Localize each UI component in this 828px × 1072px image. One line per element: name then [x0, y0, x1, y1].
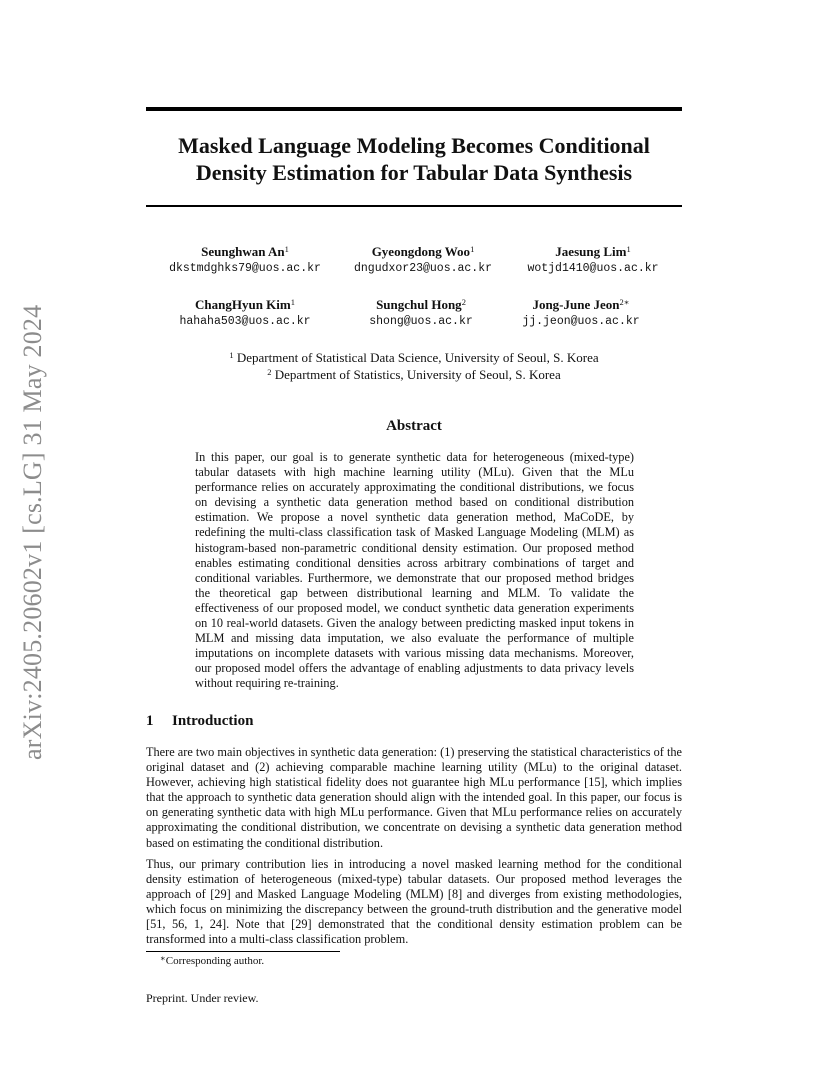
author-name: Seunghwan An$^1$	[201, 244, 289, 259]
abstract-body: In this paper, our goal is to generate synthetic data for heterogeneous (mixed-type) tabular datasets with high machine learning utility (MLu). Given that the MLu performance relies on accurately approximating the conditional distributions, we focus on devising a synthetic data generation method based on conditional distribution estimation. We propose a novel synthetic data generation method, MaCoDE, by redefining the multi-class classification task of Masked Language Modeling (MLM) as histogram-based non-parametric conditional density estimation. Our proposed method enables estimating conditional densities across arbitrary combinations of target and conditional variables. Furthermore, we demonstrate that our proposed method bridges the theoretical gap between distributional learning and MLM. To validate the effectiveness of our proposed model, we conduct synthetic data generation experiments on 10 real-world datasets. Given the analogy between predicting masked input tokens in MLM and missing data imputation, we also evaluate the performance of multiple imputations on incomplete datasets with various missing data mechanisms. Moreover, our proposed model offers the advantage of enabling adjustments to data privacy levels without requiring re-training.	[195, 450, 634, 691]
footnote: ∗Corresponding author.	[160, 953, 265, 967]
section-heading: 1 Introduction	[146, 713, 254, 729]
paragraph: Thus, our primary contribution lies in introducing a novel masked learning method for the conditional density estimation of heterogeneous (mixed-type) tabular datasets. Our proposed method leverages the approach of [29] and Masked Language Modeling (MLM) [8] and diverges from existing methodologies, which focus on minimizing the discrepancy between the ground-truth distribution and the generative model [51, 56, 1, 24]. Note that [29] demonstrated that the conditional density estimation problem can be transformed into a multi-class classification problem.	[146, 857, 682, 947]
author-email: hahaha503@uos.ac.kr	[179, 315, 311, 328]
title-bottom-rule	[146, 205, 682, 207]
preprint-note: Preprint. Under review.	[146, 991, 259, 1005]
arxiv-identifier-stamp: arXiv:2405.20602v1 [cs.LG] 31 May 2024	[18, 304, 47, 760]
author-block	[498, 243, 688, 277]
affiliation-line: $^2$ Department of Statistics, University of Seoul, S. Korea	[267, 367, 561, 382]
author-email: jj.jeon@uos.ac.kr	[522, 315, 640, 328]
footnote-rule	[146, 951, 340, 952]
author-name: ChangHyun Kim$^1$	[195, 297, 295, 312]
author-email: shong@uos.ac.kr	[369, 315, 473, 328]
author-block	[328, 243, 518, 277]
author-block	[150, 296, 340, 330]
author-email: wotjd1410@uos.ac.kr	[527, 262, 659, 275]
affiliation-line: $^1$ Department of Statistical Data Science, University of Seoul, S. Korea	[229, 350, 599, 365]
author-block	[486, 296, 676, 330]
paper-title: Masked Language Modeling Becomes Conditional Density Estimation for Tabular Data Synthesis	[178, 133, 650, 185]
author-name: Jaesung Lim$^1$	[555, 244, 631, 259]
author-name: Gyeongdong Woo$^1$	[371, 244, 475, 259]
abstract-heading: Abstract	[386, 418, 442, 434]
author-name: Jong-June Jeon$^{2∗}$	[532, 297, 630, 312]
author-block	[150, 243, 340, 277]
author-email: dkstmdghks79@uos.ac.kr	[169, 262, 321, 275]
title-top-rule	[146, 107, 682, 111]
paragraph: There are two main objectives in synthetic data generation: (1) preserving the statistical characteristics of the original dataset and (2) achieving comparable machine learning utility (MLu) to the original dataset. However, achieving high statistical fidelity does not guarantee high MLu performance [15], which implies that the approach to synthetic data generation should align with the intended goal. In this paper, our focus is on generating synthetic data with high MLu performance. Given that MLu performance relies on accurately approximating the conditional distribution, we concentrate on devising a synthetic data generation method based on estimating the conditional distribution.	[146, 745, 682, 850]
author-name: Sungchul Hong$^2$	[376, 297, 466, 312]
author-email: dngudxor23@uos.ac.kr	[353, 262, 493, 275]
